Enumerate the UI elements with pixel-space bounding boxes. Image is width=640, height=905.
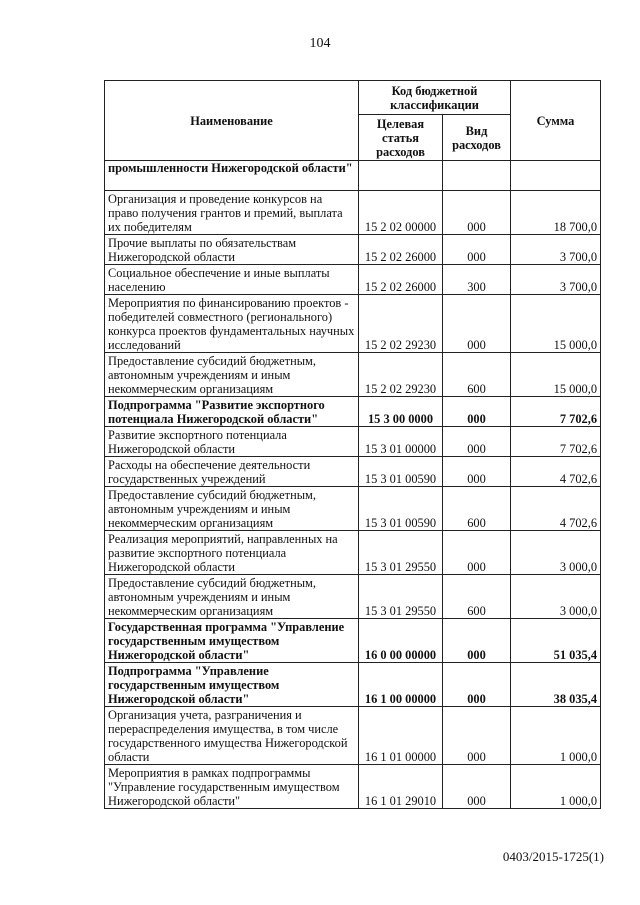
row-sum-cell: 3 700,0 [511,265,601,295]
row-expense-kind-cell: 000 [443,235,511,265]
row-target-code-cell: 16 0 00 00000 [359,619,443,663]
table-row [105,765,601,809]
table-row [105,397,601,427]
row-sum-cell: 3 000,0 [511,531,601,575]
header-expense-kind: Вид расходов [443,115,511,161]
table-row [105,191,601,235]
table-row [105,457,601,487]
row-sum-cell: 38 035,4 [511,663,601,707]
row-sum-cell: 4 702,6 [511,457,601,487]
table-body [105,161,601,809]
row-name-cell: Мероприятия в рамках подпрограммы "Управление государственным имуществом Нижегородской области" [105,765,359,809]
row-sum-cell: 4 702,6 [511,487,601,531]
table-row [105,265,601,295]
table-row [105,161,601,191]
table-header [105,81,601,161]
row-expense-kind-cell: 000 [443,191,511,235]
row-name-cell: промышленности Нижегородской области" [105,161,359,191]
row-target-code-cell: 15 2 02 29230 [359,353,443,397]
row-target-code-cell: 15 3 01 29550 [359,575,443,619]
table-row [105,353,601,397]
row-expense-kind-cell: 000 [443,765,511,809]
row-sum-cell: 15 000,0 [511,353,601,397]
table-row [105,295,601,353]
row-name-cell: Социальное обеспечение и иные выплаты населению [105,265,359,295]
row-sum-cell: 3 000,0 [511,575,601,619]
row-target-code-cell: 16 1 00 00000 [359,663,443,707]
row-target-code-cell: 15 3 01 00590 [359,457,443,487]
row-name-cell: Предоставление субсидий бюджетным, автономным учреждениям и иным некоммерческим организациям [105,487,359,531]
row-target-code-cell: 15 3 01 00000 [359,427,443,457]
table-row [105,427,601,457]
row-sum-cell: 15 000,0 [511,295,601,353]
row-name-cell: Мероприятия по финансированию проектов - победителей совместного (регионального) конкурса проектов фундаментальных научных исследований [105,295,359,353]
header-budget-classification: Код бюджетной классификации [359,81,511,115]
row-expense-kind-cell: 600 [443,575,511,619]
row-expense-kind-cell: 300 [443,265,511,295]
header-target-article: Целевая статья расходов [359,115,443,161]
row-target-code-cell: 16 1 01 00000 [359,707,443,765]
row-sum-cell: 18 700,0 [511,191,601,235]
row-name-cell: Расходы на обеспечение деятельности государственных учреждений [105,457,359,487]
row-sum-cell [511,161,601,191]
row-expense-kind-cell: 000 [443,457,511,487]
table-row [105,235,601,265]
row-target-code-cell [359,161,443,191]
row-target-code-cell: 15 2 02 29230 [359,295,443,353]
row-sum-cell: 51 035,4 [511,619,601,663]
row-name-cell: Организация учета, разграничения и перераспределения имущества, в том числе государственного имущества Нижегородской области [105,707,359,765]
row-name-cell: Подпрограмма "Управление государственным имуществом Нижегородской области" [105,663,359,707]
row-expense-kind-cell [443,161,511,191]
row-sum-cell: 1 000,0 [511,707,601,765]
row-expense-kind-cell: 600 [443,353,511,397]
row-sum-cell: 7 702,6 [511,397,601,427]
row-target-code-cell: 15 2 02 26000 [359,265,443,295]
table-row [105,663,601,707]
row-expense-kind-cell: 000 [443,663,511,707]
row-target-code-cell: 15 2 02 00000 [359,191,443,235]
row-name-cell: Предоставление субсидий бюджетным, автономным учреждениям и иным некоммерческим организациям [105,575,359,619]
document-code: 0403/2015-1725(1) [502,849,604,864]
row-name-cell: Подпрограмма "Развитие экспортного потенциала Нижегородской области" [105,397,359,427]
row-name-cell: Предоставление субсидий бюджетным, автономным учреждениям и иным некоммерческим организациям [105,353,359,397]
row-target-code-cell: 16 1 01 29010 [359,765,443,809]
row-sum-cell: 1 000,0 [511,765,601,809]
page-number: 104 [309,36,331,51]
table-row [105,487,601,531]
row-sum-cell: 3 700,0 [511,235,601,265]
row-name-cell: Развитие экспортного потенциала Нижегородской области [105,427,359,457]
row-name-cell: Государственная программа "Управление государственным имуществом Нижегородской области" [105,619,359,663]
header-name: Наименование [105,81,359,161]
row-name-cell: Реализация мероприятий, направленных на развитие экспортного потенциала Нижегородской области [105,531,359,575]
header-sum: Сумма [511,81,601,161]
row-target-code-cell: 15 3 00 0000 [359,397,443,427]
table-row [105,531,601,575]
row-sum-cell: 7 702,6 [511,427,601,457]
table-row [105,707,601,765]
row-name-cell: Прочие выплаты по обязательствам Нижегородской области [105,235,359,265]
row-target-code-cell: 15 2 02 26000 [359,235,443,265]
table-row [105,575,601,619]
row-expense-kind-cell: 000 [443,707,511,765]
row-target-code-cell: 15 3 01 00590 [359,487,443,531]
budget-table [104,80,601,809]
row-expense-kind-cell: 000 [443,427,511,457]
row-expense-kind-cell: 000 [443,619,511,663]
row-expense-kind-cell: 600 [443,487,511,531]
row-expense-kind-cell: 000 [443,295,511,353]
row-expense-kind-cell: 000 [443,531,511,575]
row-expense-kind-cell: 000 [443,397,511,427]
table-row [105,619,601,663]
row-target-code-cell: 15 3 01 29550 [359,531,443,575]
row-name-cell: Организация и проведение конкурсов на право получения грантов и премий, выплата их победителям [105,191,359,235]
